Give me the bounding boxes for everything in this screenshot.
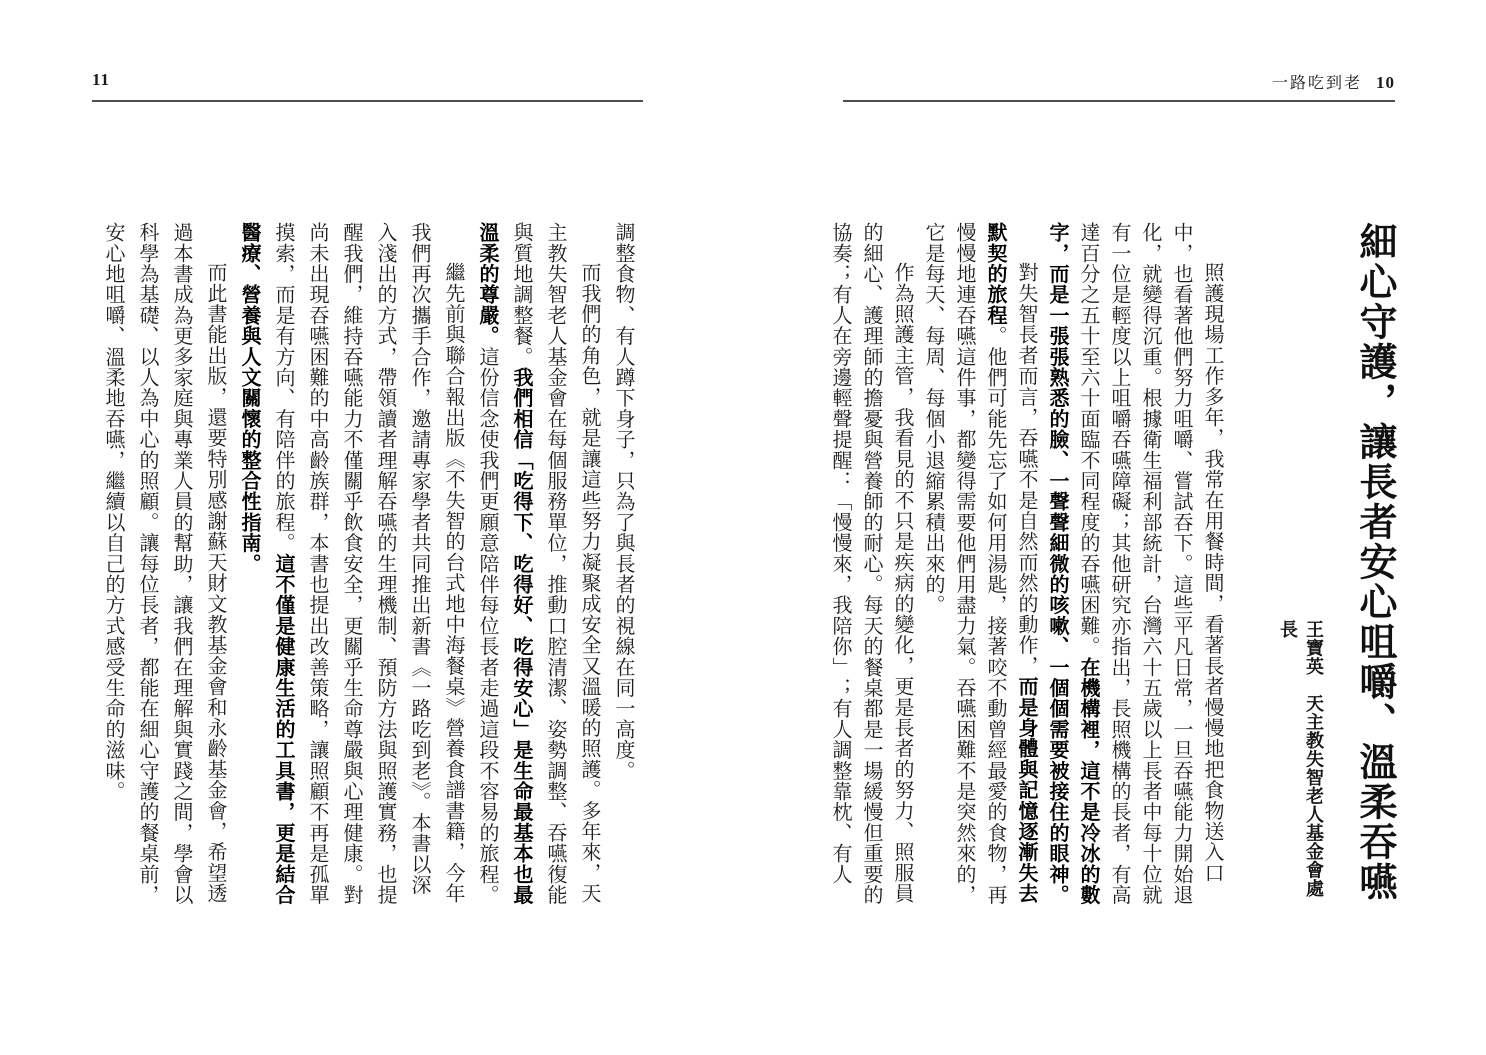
paragraph — [232, 222, 470, 912]
paragraph — [606, 222, 640, 912]
emphasis-text-run: 在機構裡，這不是冷冰的數字，而是一張張熟悉的臉、一聲聲細微的咳嗽、一個個需要被接住的眼神。 — [1046, 222, 1099, 906]
paragraph — [470, 222, 606, 912]
paragraph — [917, 222, 1041, 912]
emphasis-text-run: 我們相信「吃得下、吃得好、吃得安心」是生命最基本也最溫柔的尊嚴。 — [476, 222, 532, 906]
left-page-content — [96, 222, 640, 912]
right-page-content — [824, 222, 1397, 912]
text-run: 。他們可能先忘了如何用湯匙，接著咬不動曾經最愛的食物，再慢慢地連吞嚥這件事，都變得需要他們用盡力氣。吞嚥困難不是突然來的，它是每天、每周、每個小退縮累積出來的。 — [922, 222, 1006, 906]
left-page-paragraphs — [96, 222, 640, 912]
text-run: 而我們的角色，就是讓這些努力凝聚成安全又溫暖的照護。多年來，天主教失智老人基金會在每個服務單位，推動口腔清潔、姿勢調整、吞嚥復能與質地調整餐。 — [510, 222, 600, 906]
right-header-rule — [843, 100, 1395, 102]
text-run: 作為照護主管，我看見的不只是疾病的變化，更是長者的努力、照服員的細心、護理師的擔憂與營養師的耐心。每天的餐桌都是一場緩慢但重要的協奏；有人在旁邊輕聲提醒：「慢慢來，我陪你」；有人調整靠枕、有人 — [829, 222, 913, 906]
emphasis-text-run: 這不僅是健康生活的工具書，更是結合醫療、營養與人文關懷的整合性指南。 — [238, 222, 294, 906]
text-run: 這份信念使我們更願意陪伴每位長者走過這段不容易的旅程。 — [476, 346, 498, 906]
right-page-paragraphs — [824, 222, 1227, 912]
paragraph — [824, 222, 917, 912]
text-run: 照護現場工作多年，我常在用餐時間，看著長者慢慢地把食物送入口中，也看著他們努力咀嚼、嘗試吞下。這些平凡日常，一旦吞嚥能力開始退化，就變得沉重。根據衛生福利部統計，台灣六十五歲以上長者中每十位就有一位是輕度以上咀嚼吞嚥障礙；其他研究亦指出，長照機構的長者，有高達百分之五十至六十面臨不同程度的吞嚥困難。 — [1077, 222, 1223, 906]
chapter-author: 王寶英 天主教失智老人基金會處長 — [1278, 620, 1324, 898]
paragraph — [96, 222, 232, 912]
right-page-header — [1272, 70, 1395, 93]
emphasis-text-run: 而是身體與記憶逐漸失去默契的旅程 — [984, 222, 1037, 904]
chapter-title: 細心守護，讓長者安心咀嚼、溫柔吞嚥 — [1353, 222, 1395, 902]
text-run: 對失智長者而言，吞嚥不是自然而然的動作， — [1015, 262, 1037, 676]
left-header-rule — [92, 100, 643, 102]
running-title: 一路吃到老 — [1271, 75, 1362, 92]
text-run: 調整食物、有人蹲下身子，只為了與長者的視線在同一高度。 — [612, 222, 634, 781]
left-page-number: 11 — [92, 70, 111, 89]
text-run: 而此書能出版，還要特別感謝蘇天財文教基金會和永齡基金會，希望透過本書成為更多家庭與專業人員的幫助，讓我們在理解與實踐之間，學會以科學為基礎、以人為中心的照顧。讓每位長者，都能在細心守護的餐桌前，安心地咀嚼、溫柔地吞嚥，繼續以自己的方式感受生命的滋味。 — [102, 222, 226, 906]
text-run: 繼先前與聯合報出版《不失智的台式地中海餐桌》營養食譜書籍，今年我們再次攜手合作，邀請專家學者共同推出新書《一路吃到老》。本書以深入淺出的方式，帶領讀者理解吞嚥的生理機制、預防方法與照護實務，也提醒我們，維持吞嚥能力不僅關乎飲食安全，更關乎生命尊嚴與心理健康。對尚未出現吞嚥困難的中高齡族群，本書也提出改善策略，讓照顧不再是孤單摸索，而是有方向、有陪伴的旅程。 — [272, 222, 464, 906]
right-page-number: 10 — [1376, 73, 1395, 92]
paragraph — [1041, 222, 1227, 912]
